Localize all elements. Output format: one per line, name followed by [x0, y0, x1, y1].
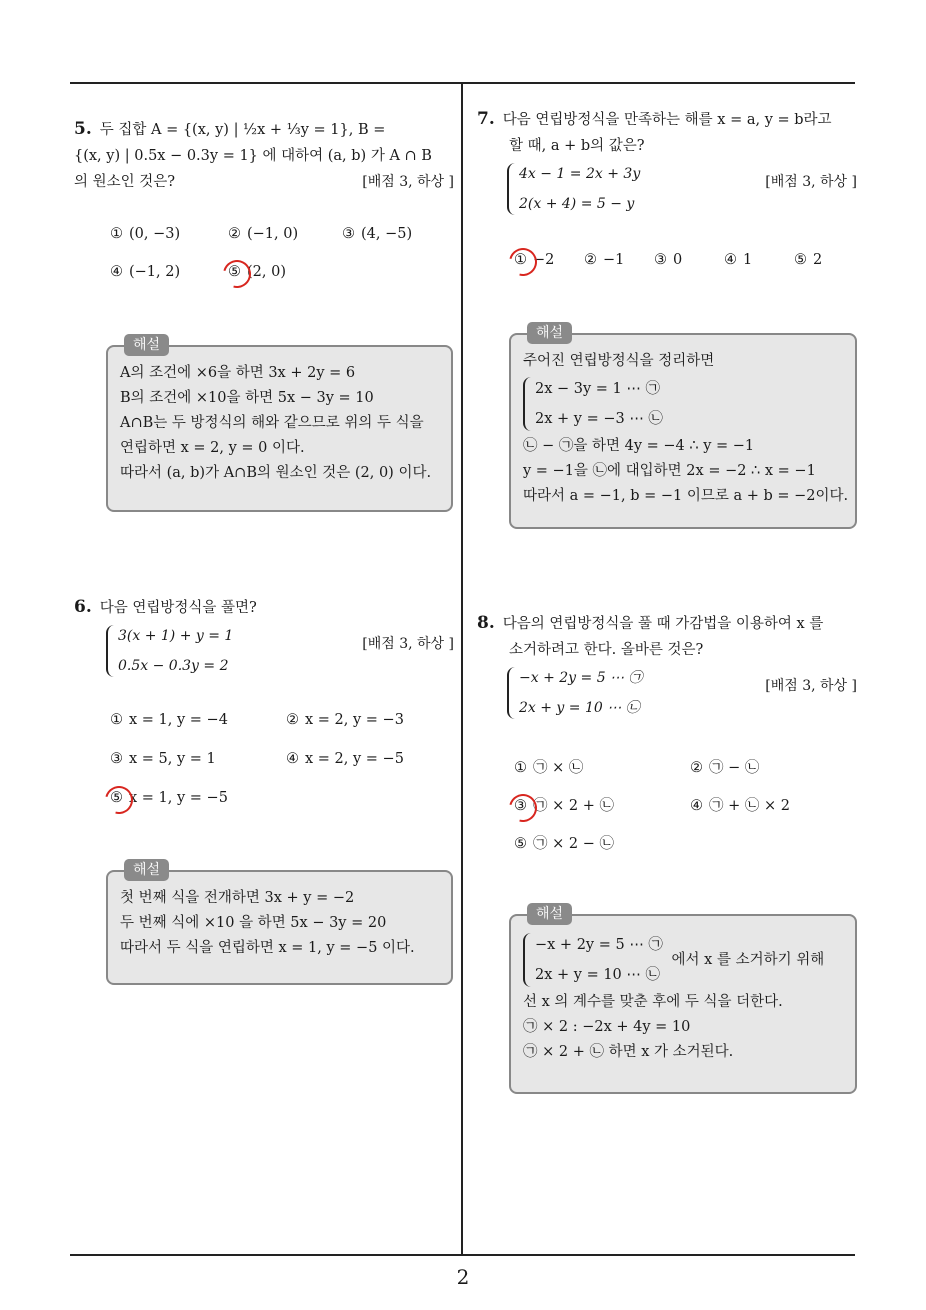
equation: −x + 2y = 5 ⋯ ㉠ — [519, 670, 643, 686]
explanation-tag: 해설 — [124, 859, 169, 881]
red-answer-circle — [504, 243, 542, 281]
explanation-line: B의 조건에 ×10을 하면 5x − 3y = 10 — [120, 390, 374, 406]
choice-5[interactable]: ⑤ ㉠ × 2 − ㉡ — [514, 836, 614, 852]
explanation-line: A의 조건에 ×6을 하면 3x + 2y = 6 — [120, 365, 356, 381]
choice-1[interactable]: ① ㉠ × ㉡ — [514, 760, 584, 776]
choice-1[interactable]: ① −2 — [514, 252, 554, 268]
choice-2[interactable]: ② x = 2, y = −3 — [286, 712, 404, 728]
explanation-line: 연립하면 x = 2, y = 0 이다. — [120, 440, 305, 456]
equation: 2x + y = 10 ⋯ ㉡ — [535, 967, 660, 983]
choice-5[interactable]: ⑤ 2 — [794, 252, 823, 268]
brace — [507, 163, 516, 215]
choice-2[interactable]: ② (−1, 0) — [228, 226, 299, 242]
question-line-2: {(x, y) | 0.5x − 0.3y = 1} 에 대하여 (a, b) 가 A ∩ B — [74, 148, 432, 164]
equation-system — [507, 663, 643, 723]
red-answer-circle — [218, 255, 256, 293]
brace — [507, 667, 516, 719]
problem-number: 6. — [74, 597, 92, 617]
equation-system — [507, 159, 640, 219]
page-number: 2 — [456, 1265, 470, 1289]
red-answer-circle — [504, 789, 542, 827]
equation: 2x − 3y = 1 ⋯ ㉠ — [535, 381, 660, 397]
choice-4[interactable]: ④ 1 — [724, 252, 753, 268]
problem-5 — [74, 116, 454, 195]
brace — [106, 625, 115, 677]
problem-7 — [477, 106, 857, 219]
choice-4[interactable]: ④ ㉠ + ㉡ × 2 — [690, 798, 790, 814]
explanation-line: ㉠ × 2 + ㉡ 하면 x 가 소거된다. — [523, 1044, 734, 1060]
bottom-rule — [70, 1254, 855, 1256]
explanation-line: A∩B는 두 방정식의 해와 같으므로 위의 두 식을 — [120, 415, 424, 431]
explanation-tag: 해설 — [527, 903, 572, 925]
equation: 3(x + 1) + y = 1 — [118, 628, 234, 644]
explanation-line: 따라서 a = −1, b = −1 이므로 a + b = −2이다. — [523, 488, 849, 504]
choice-1[interactable]: ① x = 1, y = −4 — [110, 712, 228, 728]
choice-3[interactable]: ③ (4, −5) — [342, 226, 413, 242]
explanation-line: 두 번째 식에 ×10 을 하면 5x − 3y = 20 — [120, 915, 387, 931]
problem-8 — [477, 610, 857, 723]
score-label: [배점 3, 하상 ] — [362, 174, 454, 190]
score-label: [배점 3, 하상 ] — [765, 678, 857, 694]
explanation-line: 첫 번째 식을 전개하면 3x + y = −2 — [120, 890, 355, 906]
question-line-2: 소거하려고 한다. 올바른 것은? — [509, 642, 704, 658]
explanation-tag: 해설 — [124, 334, 169, 356]
explanation-box-8 — [509, 906, 857, 1094]
equation: −x + 2y = 5 ⋯ ㉠ — [535, 937, 663, 953]
choice-3[interactable]: ③ 0 — [654, 252, 683, 268]
explanation-box-6 — [106, 862, 453, 985]
red-answer-circle — [100, 781, 138, 819]
problem-number: 7. — [477, 109, 495, 129]
explanation-line: 따라서 두 식을 연립하면 x = 1, y = −5 이다. — [120, 940, 415, 956]
choice-3[interactable]: ③ x = 5, y = 1 — [110, 751, 216, 767]
brace — [523, 933, 532, 987]
choice-4[interactable]: ④ x = 2, y = −5 — [286, 751, 404, 767]
explanation-line: 선 x 의 계수를 맞춘 후에 두 식을 더한다. — [523, 994, 783, 1010]
question-line-1: 다음 연립방정식을 만족하는 해를 x = a, y = b라고 — [502, 112, 832, 128]
question-line-3: 의 원소인 것은? — [74, 174, 176, 190]
explanation-side-text: 에서 x 를 소거하기 위해 — [671, 951, 825, 968]
score-label: [배점 3, 하상 ] — [765, 174, 857, 190]
choice-5[interactable]: ⑤ (2, 0) — [228, 264, 286, 280]
explanation-line: y = −1을 ㉡에 대입하면 2x = −2 ∴ x = −1 — [523, 463, 816, 479]
equation: 2x + y = 10 ⋯ ㉡ — [519, 700, 640, 716]
equation-system — [106, 621, 233, 681]
question-line-1: 두 집합 A = {(x, y) | ½x + ⅓y = 1}, B = — [99, 122, 386, 138]
explanation-box-7 — [509, 325, 857, 529]
equation-system — [523, 930, 663, 990]
explanation-line: ㉠ × 2 : −2x + 4y = 10 — [523, 1019, 691, 1035]
brace — [523, 377, 532, 431]
choice-1[interactable]: ① (0, −3) — [110, 226, 181, 242]
explanation-line: 주어진 연립방정식을 정리하면 — [523, 353, 715, 369]
equation: 4x − 1 = 2x + 3y — [519, 166, 641, 182]
choice-2[interactable]: ② ㉠ − ㉡ — [690, 760, 760, 776]
explanation-tag: 해설 — [527, 322, 572, 344]
problem-number: 5. — [74, 119, 92, 139]
problem-number: 8. — [477, 613, 495, 633]
column-divider — [461, 84, 463, 1254]
explanation-line: ㉡ − ㉠을 하면 4y = −4 ∴ y = −1 — [523, 438, 755, 454]
explanation-box-5 — [106, 337, 453, 512]
equation: 2x + y = −3 ⋯ ㉡ — [535, 411, 663, 427]
choice-3[interactable]: ③ ㉠ × 2 + ㉡ — [514, 794, 614, 815]
score-label: [배점 3, 하상 ] — [362, 636, 454, 652]
equation-system — [523, 374, 663, 434]
problem-6 — [74, 594, 454, 681]
choice-4[interactable]: ④ (−1, 2) — [110, 264, 181, 280]
choice-2[interactable]: ② −1 — [584, 252, 625, 268]
equation: 2(x + 4) = 5 − y — [519, 196, 635, 212]
question-line-2: 할 때, a + b의 값은? — [509, 138, 645, 154]
question-line-1: 다음 연립방정식을 풀면? — [99, 600, 257, 616]
equation: 0.5x − 0.3y = 2 — [118, 658, 229, 674]
explanation-line: 따라서 (a, b)가 A∩B의 원소인 것은 (2, 0) 이다. — [120, 465, 432, 481]
choice-5[interactable]: ⑤ x = 1, y = −5 — [110, 790, 228, 806]
question-line-1: 다음의 연립방정식을 풀 때 가감법을 이용하여 x 를 — [502, 616, 824, 632]
